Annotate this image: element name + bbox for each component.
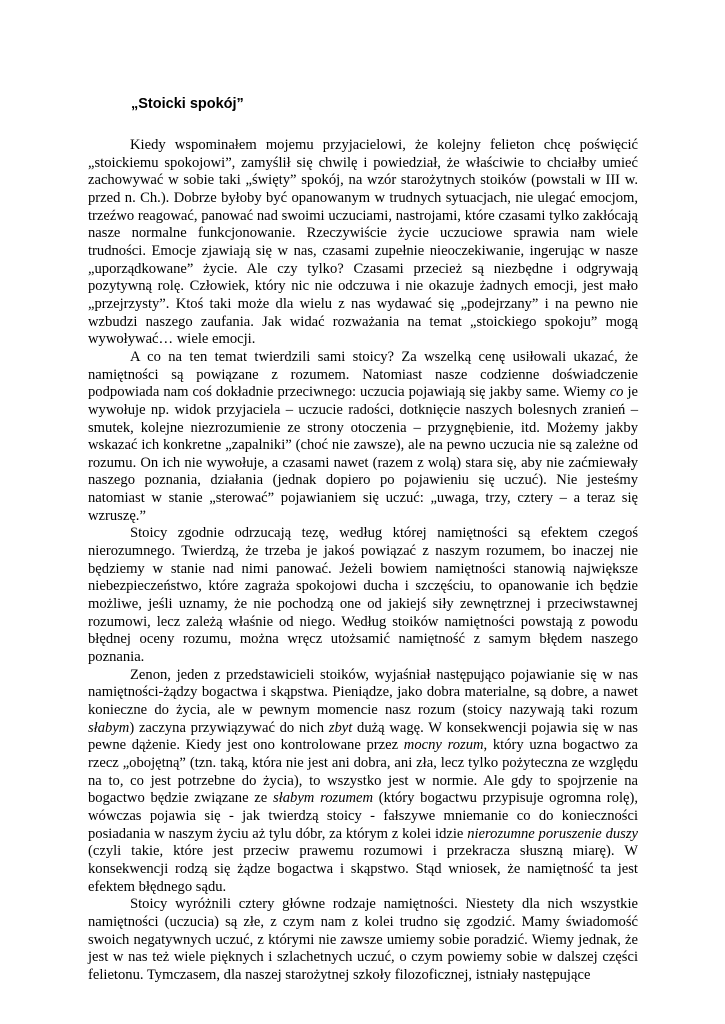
paragraph-4: Zenon, jeden z przedstawicieli stoików, wyjaśniał następująco pojawianie się w nas namiętności-żądzy bogactwa i skąpstwa. Pieniądze, jako dobra materialne, są dobre, a nawet konieczne do życia, ale w pewnym momencie nasz rozum (stoicy nazywają taki rozum słabym) zaczyna przywiązywać do nich zbyt dużą wagę. W konsekwencji pojawia się w nas pewne dążenie. Kiedy jest ono kontrolowane przez mocny rozum, który uzna bogactwo za rzecz „obojętną” (tzn. taką, która nie jest ani dobra, ani zła, lecz tylko pożyteczna ze względu na to, co jest potrzebne do życia), to wszystko jest w normie. Ale gdy to spojrzenie na bogactwo będzie związane ze słabym rozumem (który bogactwu przypisuje ogromna rolę), wówczas pojawia się - jak twierdzą stoicy - fałszywe mniemanie co do konieczności posiadania w naszym życiu aż tylu dóbr, za którym z kolei idzie nierozumne poruszenie duszy (czyli takie, które jest przeciw prawemu rozumowi i przekracza słuszną miarę). W konsekwencji rodzą się żądze bogactwa i skąpstwo. Stąd wniosek, że namiętność ta jest efektem błędnego sądu.: [88, 666, 638, 895]
document-body: [88, 137, 638, 985]
italic-emphasis: nierozumne poruszenie duszy: [467, 825, 638, 842]
paragraph-2: A co na ten temat twierdzili sami stoicy? Za wszelką cenę usiłowali ukazać, że namiętności są powiązane z rozumem. Natomiast nasze codzienne doświadczenie podpowiada nam coś dokładnie przeciwnego: uczucia pojawiają się jakby same. Wiemy co je wywołuje np. widok przyjaciela – uczucie radości, dotknięcie naszych bolesnych zranień – smutek, kolejne niezrozumienie ze strony otoczenia – przygnębienie, itd. Możemy jakby wskazać ich konkretne „zapalniki” (choć nie zawsze), ale na pewno uczucia nie są zależne od rozumu. On ich nie wywołuje, a czasami nawet (razem z wolą) stara się, aby nie zaćmiewały naszego poznania, działania (jednak dopiero po pojawieniu się uczuć). Nie jesteśmy natomiast w stanie „sterować” pojawianiem się uczuć: „uwaga, trzy, cztery – a teraz się wzruszę.”: [88, 348, 638, 524]
paragraph-3: Stoicy zgodnie odrzucają tezę, według której namiętności są efektem czegoś nierozumnego. Twierdzą, że trzeba je jakoś powiązać z naszym rozumem, bo inaczej nie będziemy w stanie nad nimi panować. Jeżeli bowiem namiętności stanowią największe niebezpieczeństwo, które zagraża spokojowi ducha i szczęściu, to opanowanie ich będzie możliwe, jeśli uznamy, że nie pochodzą one od jakiejś siły zewnętrznej i przeciwstawnej rozumowi, lecz zależą właśnie od niego. Według stoików namiętności powstają z powodu błędnej oceny rozumu, można wręcz utożsamić namiętność z samym błędem naszego poznania.: [88, 525, 638, 666]
italic-emphasis: mocny rozum: [403, 737, 484, 754]
italic-emphasis: słabym rozumem: [273, 790, 374, 807]
italic-emphasis: zbyt: [328, 719, 353, 736]
paragraph-5: Stoicy wyróżnili cztery główne rodzaje namiętności. Niestety dla nich wszystkie namiętności (uczucia) są złe, z czym nam z kolei trudno się zgodzić. Mamy świadomość swoich negatywnych uczuć, z którymi nie zawsze umiemy sobie poradzić. Wiemy jednak, że jest w nas też wiele pięknych i szlachetnych uczuć, o czym powiemy sobie w dalszej części felietonu. Tymczasem, dla naszej starożytnej szkoły filozoficznej, istniały następujące: [88, 896, 638, 983]
paragraph-1: Kiedy wspominałem mojemu przyjacielowi, że kolejny felieton chcę poświęcić „stoickiemu spokojowi”, zamyślił się chwilę i powiedział, że właściwie to chciałby umieć zachowywać w sobie taki „święty” spokój, na wzór starożytnych stoików (powstali w III w. przed n. Ch.). Dobrze byłoby być opanowanym w trudnych sytuacjach, nie ulegać emocjom, trzeźwo reagować, panować nad swoimi uczuciami, nastrojami, które czasami tylko zakłócają nasze normalne funkcjonowanie. Rzeczywiście życie uczuciowe sprawia nam wiele trudności. Emocje zjawiają się w nas, czasami zupełnie nieoczekiwanie, ingerując w nasze „uporządkowane” życie. Ale czy tylko? Czasami przecież są niezbędne i odgrywają pozytywną rolę. Człowiek, który nic nie odczuwa i nie okazuje żadnych emocji, jest mało „przejrzysty”. Ktoś taki może dla wielu z nas wydawać się „podejrzany” i na pewno nie wzbudzi naszego zaufania. Jak widać rozważania na temat „stoickiego spokoju” mogą wywoływać… wiele emocji.: [88, 137, 638, 348]
italic-emphasis: słabym: [88, 719, 130, 736]
document-title: „Stoicki spokój”: [131, 96, 244, 112]
italic-emphasis: co: [609, 384, 624, 401]
